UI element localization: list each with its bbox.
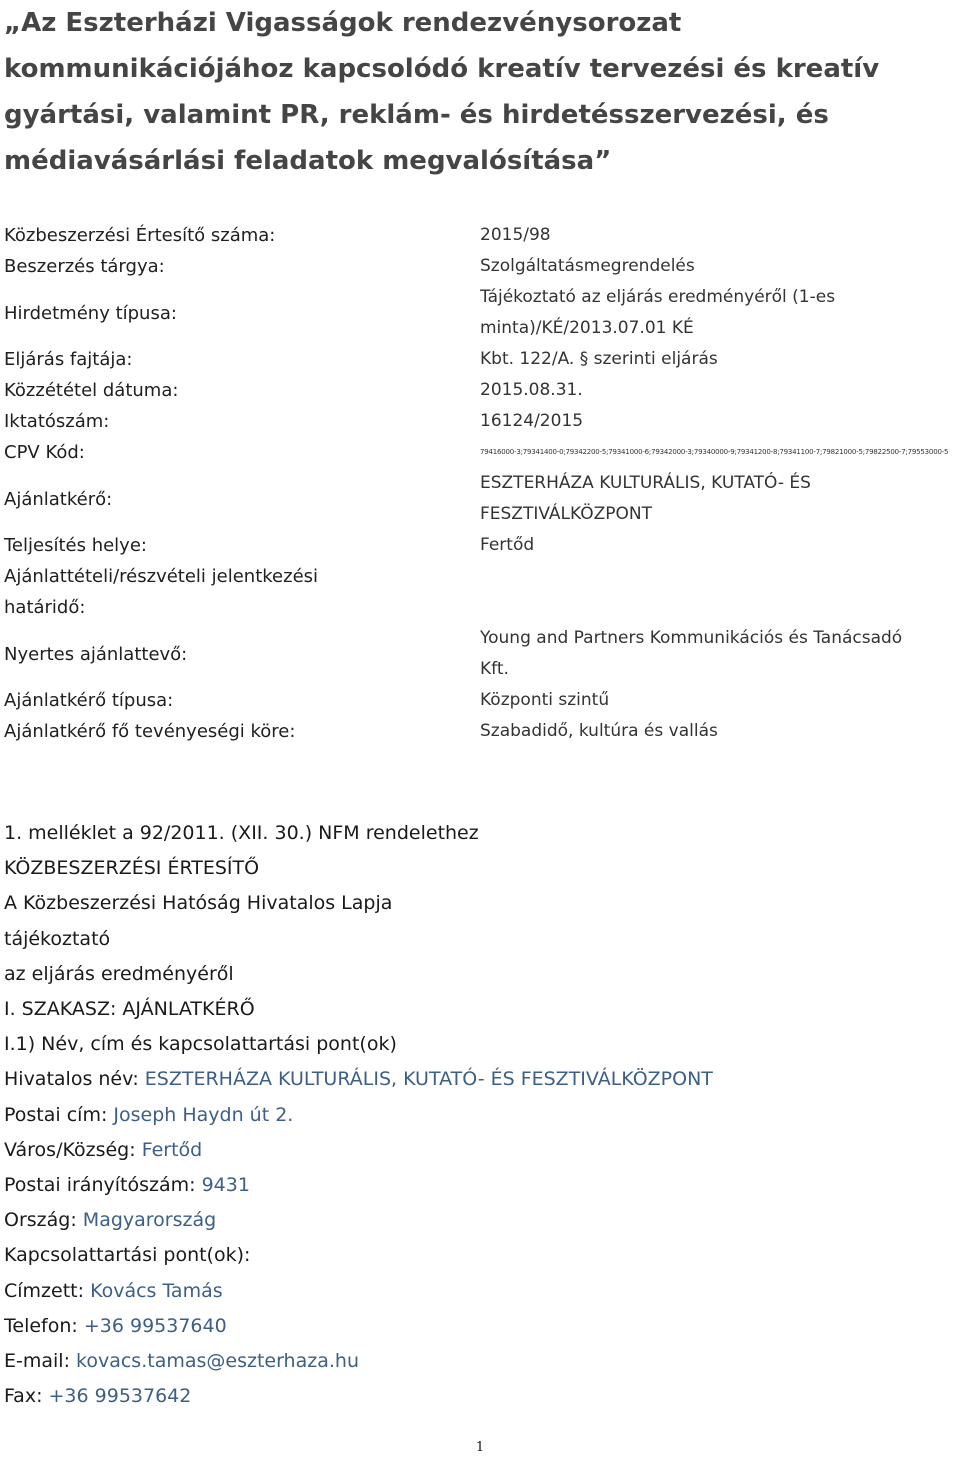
field-label: Ország: xyxy=(4,1209,83,1232)
field-label: E-mail: xyxy=(4,1350,77,1373)
meta-row-authority-type xyxy=(4,685,960,716)
meta-label: Közzététel dátuma: xyxy=(4,380,179,401)
field-label: Hivatalos név: xyxy=(4,1068,145,1091)
postal-code-value: 9431 xyxy=(201,1174,250,1197)
meta-value: Szolgáltatásmegrendelés xyxy=(480,256,695,276)
notice-metadata-table xyxy=(4,220,960,747)
page-number: 1 xyxy=(475,1440,485,1455)
meta-value: Fertőd xyxy=(480,535,535,555)
meta-value-cpv: 79416000-3;79341400-0;79342200-5;79341000-6;79342000-3;79340000-9;79341200-8;79341100-7;79821000-5;79822500-7;79553000-5 xyxy=(480,448,949,456)
section-heading: I. SZAKASZ: AJÁNLATKÉRŐ xyxy=(4,998,255,1021)
meta-row-place-of-performance xyxy=(4,530,960,561)
field-label: Fax: xyxy=(4,1385,49,1408)
meta-row-winner xyxy=(4,623,960,685)
document-title: „Az Eszterházi Vigasságok rendezvénysorozat kommunikációjához kapcsolódó kreatív tervezési és kreatív gyártási, valamint PR, reklám- és hirdetésszervezési, és médiavásárlási feladatok megvalósítása” xyxy=(4,8,880,176)
meta-label: Ajánlatkérő fő tevényeségi köre: xyxy=(4,721,296,742)
meta-row-reference-number xyxy=(4,406,960,437)
meta-row-deadline xyxy=(4,561,960,623)
field-label: Telefon: xyxy=(4,1314,84,1337)
meta-label: CPV Kód: xyxy=(4,442,85,463)
meta-label: Iktatószám: xyxy=(4,411,110,432)
meta-label: Ajánlatkérő típusa: xyxy=(4,690,174,711)
meta-label: Nyertes ajánlattevő: xyxy=(4,643,188,665)
city-line xyxy=(4,1133,954,1168)
postal-address-line xyxy=(4,1098,954,1133)
meta-label: Közbeszerzési Értesítő száma: xyxy=(4,225,276,246)
meta-label: Ajánlatkérő: xyxy=(4,488,113,510)
city-value: Fertőd xyxy=(141,1138,203,1161)
fax-line xyxy=(4,1379,954,1414)
fax-value: +36 99537642 xyxy=(48,1385,192,1408)
meta-value: Tájékoztató az eljárás eredményéről (1-es minta)/KÉ/2013.07.01 KÉ xyxy=(480,287,836,338)
recipient-value: Kovács Tamás xyxy=(90,1279,223,1302)
notice-kind: tájékoztató xyxy=(4,927,111,950)
official-name-value: ESZTERHÁZA KULTURÁLIS, KUTATÓ- ÉS FESZTIVÁLKÖZPONT xyxy=(144,1068,713,1091)
meta-label: Teljesítés helye: xyxy=(4,535,147,556)
meta-label: Hirdetmény típusa: xyxy=(4,302,177,324)
email-line xyxy=(4,1344,954,1379)
contact-points-heading: Kapcsolattartási pont(ok): xyxy=(4,1244,251,1267)
meta-value: Kbt. 122/A. § szerinti eljárás xyxy=(480,349,718,369)
meta-row-contracting-authority xyxy=(4,468,960,530)
meta-row-procedure-type xyxy=(4,344,960,375)
meta-value: 16124/2015 xyxy=(480,411,584,431)
meta-row-subject xyxy=(4,251,960,282)
meta-value: ESZTERHÁZA KULTURÁLIS, KUTATÓ- ÉS FESZTIVÁLKÖZPONT xyxy=(480,473,811,524)
meta-row-ke-number xyxy=(4,220,960,251)
meta-label: Ajánlattételi/részvételi jelentkezési határidő: xyxy=(4,566,319,618)
field-label: Címzett: xyxy=(4,1279,91,1302)
gazette-subtitle: A Közbeszerzési Hatóság Hivatalos Lapja xyxy=(4,892,393,915)
field-label: Postai cím: xyxy=(4,1103,114,1126)
email-value: kovacs.tamas@eszterhaza.hu xyxy=(76,1350,359,1373)
notice-kind-subject: az eljárás eredményéről xyxy=(4,962,234,985)
country-value: Magyarország xyxy=(82,1209,217,1232)
meta-row-notice-type xyxy=(4,282,960,344)
field-label: Postai irányítószám: xyxy=(4,1174,202,1197)
meta-value: Young and Partners Kommunikációs és Tanácsadó Kft. xyxy=(480,628,903,679)
field-label: Város/Község: xyxy=(4,1138,142,1161)
meta-label: Beszerzés tárgya: xyxy=(4,256,165,277)
phone-value: +36 99537640 xyxy=(83,1314,227,1337)
meta-row-publication-date xyxy=(4,375,960,406)
meta-label: Eljárás fajtája: xyxy=(4,349,133,370)
meta-value: Központi szintű xyxy=(480,690,610,710)
subsection-heading: I.1) Név, cím és kapcsolattartási pont(ok) xyxy=(4,1033,397,1056)
meta-value: 2015/98 xyxy=(480,225,551,245)
postal-address-value: Joseph Haydn út 2. xyxy=(113,1103,294,1126)
country-line xyxy=(4,1203,954,1238)
official-name-line xyxy=(4,1062,954,1097)
phone-line xyxy=(4,1309,954,1344)
recipient-line xyxy=(4,1274,954,1309)
meta-row-cpv-code xyxy=(4,437,960,468)
meta-value: Szabadidő, kultúra és vallás xyxy=(480,721,718,741)
meta-row-main-activity xyxy=(4,716,960,747)
meta-value: 2015.08.31. xyxy=(480,380,583,400)
notice-body xyxy=(4,816,954,1414)
gazette-name: KÖZBESZERZÉSI ÉRTESÍTŐ xyxy=(4,857,260,880)
annex-reference: 1. melléklet a 92/2011. (XII. 30.) NFM rendelethez xyxy=(4,822,479,844)
postal-code-line xyxy=(4,1168,954,1203)
